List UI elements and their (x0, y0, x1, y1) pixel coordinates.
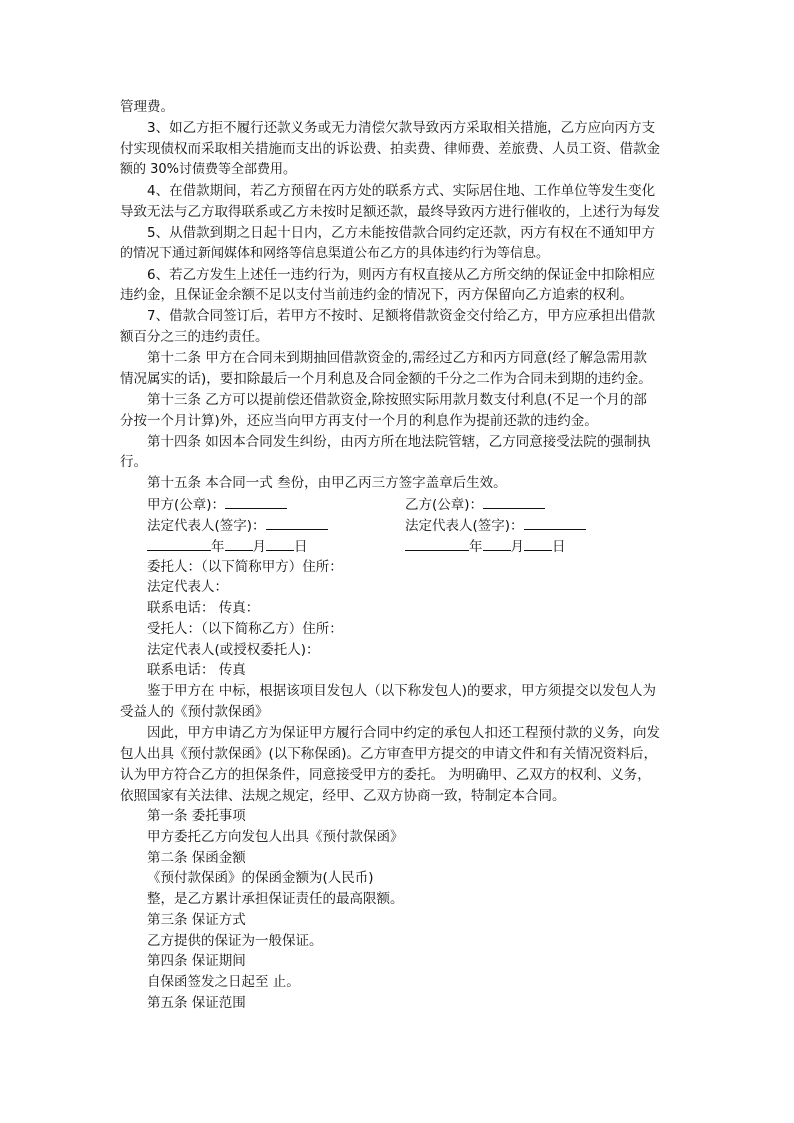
text-line: 的情况下通过新闻媒体和网络等信息渠道公布乙方的具体违约行为等信息。 (120, 246, 550, 261)
year-blank (405, 536, 469, 551)
text-line: 联系电话： 传真 (147, 662, 246, 678)
text-line: 受托人：（以下简称乙方）住所： (147, 621, 343, 637)
text-line: 第十五条 本合同一式 叁份，由甲乙丙三方签字盖章后生效。 (147, 475, 507, 491)
text-line: 额的 30%讨债费等全部费用。 (120, 162, 297, 177)
party-b-seal-blank (483, 494, 545, 509)
text-line: 6、若乙方发生上述任一违约行为，则丙方有权直接从乙方所交纳的保证金中扣除相应 (147, 267, 656, 283)
text-line: 第四条 保证期间 (147, 953, 246, 969)
legal-rep-right-label: 法定代表人(签字)： (405, 518, 524, 534)
year-label: 年 (469, 539, 483, 555)
day-blank (524, 536, 552, 551)
month-blank (225, 536, 253, 551)
party-a-seal-line (147, 494, 287, 514)
text-line: 联系电话： 传真： (147, 600, 260, 616)
text-line: 法定代表人(或授权委托人)： (147, 642, 320, 658)
text-line: 第十四条 如因本合同发生纠纷，由丙方所在地法院管辖，乙方同意接受法院的强制执 (147, 434, 651, 450)
text-line: 依照国家有关法律、法规之规定，经甲、乙双方协商一致，特制定本合同。 (120, 788, 566, 804)
month-label: 月 (510, 539, 524, 555)
text-line: 自保函签发之日起至 止。 (147, 974, 300, 990)
text-line: 乙方提供的保证为一般保证。 (147, 933, 323, 949)
text-line: 因此，甲方申请乙方为保证甲方履行合同中约定的承包人扣还工程预付款的义务，向发 (147, 725, 660, 741)
text-line: 受益人的《预付款保函》 (120, 704, 269, 720)
text-line: 第三条 保证方式 (147, 912, 246, 928)
text-line: 第一条 委托事项 (147, 808, 246, 824)
text-line: 分按一个月计算)外，还应当向甲方再支付一个月的利息作为提前还款的违约金。 (120, 413, 598, 429)
text-line: 3、如乙方拒不履行还款义务或无力清偿欠款导致丙方采取相关措施，乙方应向丙方支 (147, 120, 656, 136)
text-line: 鉴于甲方在 中标，根据该项目发包人（以下称发包人)的要求，甲方须提交以发包人为 (147, 683, 657, 699)
text-line: 情况属实的话)，要扣除最后一个月利息及合同金额的千分之二作为合同未到期的违约金。 (120, 371, 652, 387)
text-line: 违约金，且保证金余额不足以支付当前违约金的情况下，丙方保留向乙方追索的权利。 (120, 287, 633, 303)
legal-rep-left-line (147, 515, 328, 535)
text-line: 包人出具《预付款保函》(以下称保函)。乙方审查甲方提交的申请文件和有关情况资料后， (120, 746, 658, 762)
party-a-seal-label: 甲方(公章)： (147, 497, 226, 513)
legal-rep-right-blank (524, 515, 586, 530)
text-line: 导致无法与乙方取得联系或乙方未按时足额还款，最终导致丙方进行催收的，上述行为每发 (120, 204, 660, 220)
day-label: 日 (294, 539, 308, 555)
text-line: 4、在借款期间，若乙方预留在丙方处的联系方式、实际居住地、工作单位等发生变化 (147, 183, 656, 199)
date-right-line (405, 536, 566, 556)
year-label: 年 (211, 539, 225, 555)
legal-rep-left-label: 法定代表人(签字)： (147, 518, 266, 534)
text-line: 《预付款保函》的保函金额为(人民币) (147, 870, 374, 886)
text-line: 委托人：（以下简称甲方）住所： (147, 559, 343, 575)
text-line: 5、从借款到期之日起十日内，乙方未能按借款合同约定还款，丙方有权在不通知甲方 (147, 225, 656, 241)
year-blank (147, 536, 211, 551)
text-line: 法定代表人： (147, 579, 228, 595)
text-line: 第十三条 乙方可以提前偿还借款资金,除按照实际用款月数支付利息(不足一个月的部 (147, 392, 647, 408)
party-b-seal-line (405, 494, 545, 514)
legal-rep-left-blank (266, 515, 328, 530)
text-line: 行。 (120, 454, 147, 470)
text-line: 管理费。 (120, 99, 174, 115)
party-b-seal-label: 乙方(公章)： (405, 497, 484, 513)
text-line: 第十二条 甲方在合同未到期抽回借款资金的,需经过乙方和丙方同意(经了解急需用款 (147, 350, 647, 366)
month-blank (483, 536, 511, 551)
text-line: 额百分之三的违约责任。 (120, 329, 269, 345)
date-left-line (147, 536, 308, 556)
legal-rep-right-line (405, 515, 586, 535)
text-line: 第二条 保函金额 (147, 850, 246, 866)
day-blank (266, 536, 294, 551)
party-a-seal-blank (225, 494, 287, 509)
month-label: 月 (252, 539, 266, 555)
text-line: 甲方委托乙方向发包人出具《预付款保函》 (147, 829, 404, 845)
text-line: 认为甲方符合乙方的担保条件，同意接受甲方的委托。 为明确甲、乙双方的权利、义务， (120, 767, 651, 783)
text-line: 整，是乙方累计承担保证责任的最高限额。 (147, 891, 404, 907)
text-line: 7、借款合同签订后，若甲方不按时、足额将借款资金交付给乙方，甲方应承担出借款 (147, 308, 656, 324)
day-label: 日 (552, 539, 566, 555)
text-line: 付实现债权而采取相关措施而支出的诉讼费、拍卖费、律师费、差旅费、人员工资、借款金 (120, 141, 660, 157)
text-line: 第五条 保证范围 (147, 995, 246, 1011)
